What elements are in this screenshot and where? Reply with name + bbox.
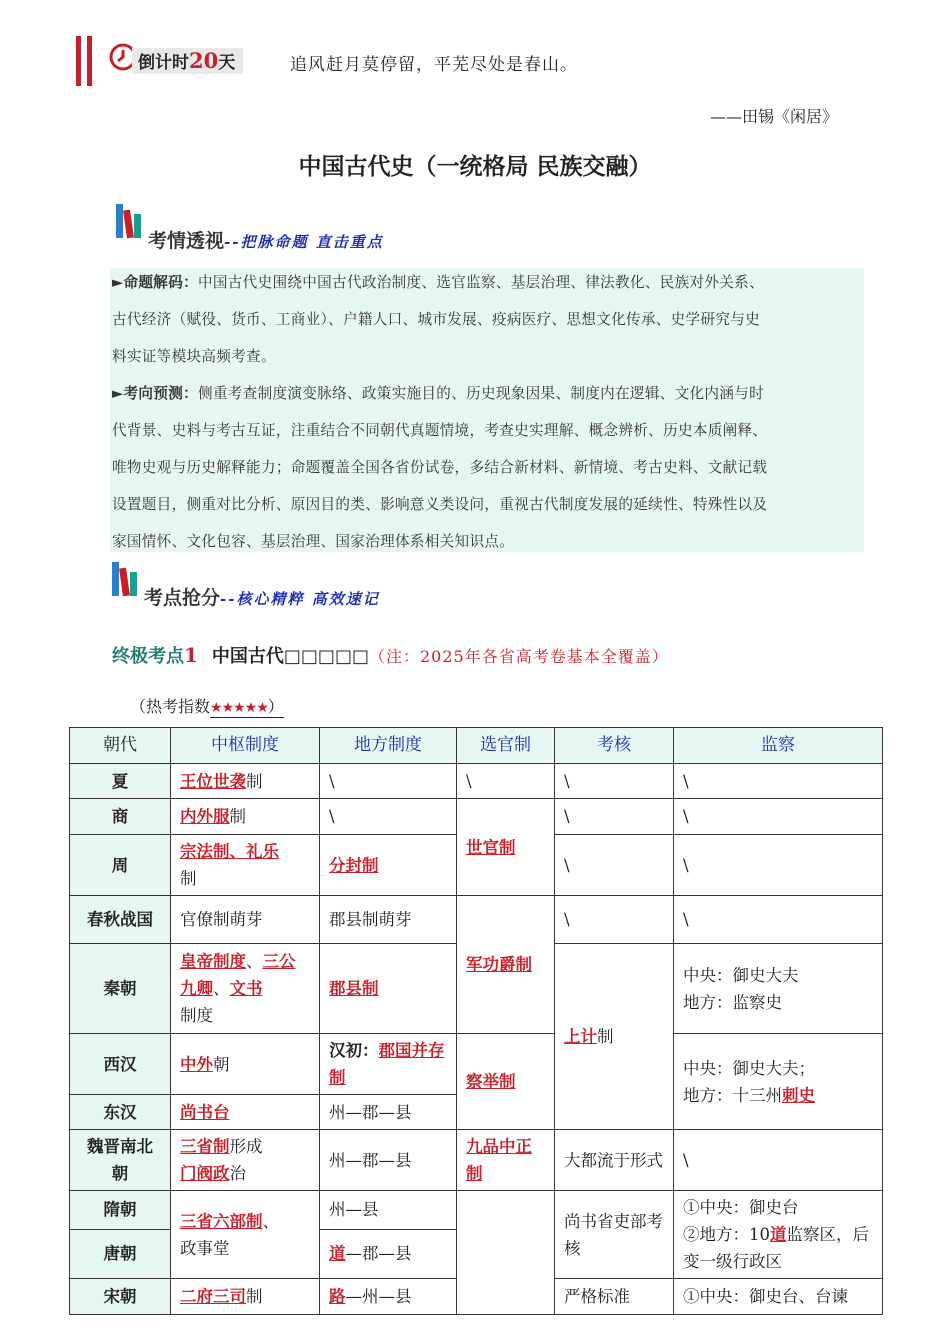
table-cell: 郡县制萌芽 <box>320 896 457 944</box>
table-cell: 秦朝 <box>70 944 171 1034</box>
table-cell: \ <box>555 896 674 944</box>
table-header-cell: 监察 <box>674 728 883 764</box>
books-icon <box>110 562 140 596</box>
table-row <box>70 896 883 944</box>
table-cell: 二府三司制 <box>171 1279 320 1315</box>
table-cell: \ <box>674 799 883 835</box>
table-cell: 三省六部制、 政事堂 <box>171 1191 320 1279</box>
table-cell: 隋朝 <box>70 1191 171 1230</box>
table-cell: \ <box>555 799 674 835</box>
table-cell: 官僚制萌芽 <box>171 896 320 944</box>
table-cell: 王位世袭制 <box>171 764 320 799</box>
table-cell: 尚书台 <box>171 1095 320 1130</box>
table-cell: 大都流于形式 <box>555 1130 674 1191</box>
table-cell: 商 <box>70 799 171 835</box>
table-cell: 州—郡—县 <box>320 1130 457 1191</box>
table-row <box>70 1130 883 1191</box>
table-cell: \ <box>674 835 883 896</box>
table-cell: 宗法制、礼乐 制 <box>171 835 320 896</box>
table-cell: 分封制 <box>320 835 457 896</box>
analysis-para-1: ►命题解码：中国古代史围绕中国古代政治制度、选官监察、基层治理、律法教化、民族对外关系、 古代经济（赋役、货币、工商业）、户籍人口、城市发展、疫病医疗、思想文化传承、史学研究与史 料实证等模块高频考查。 ►考向预测：侧重考查制度演变脉络、政策实施目的、历史现象因果、制度内在逻辑、文化内涵与时 代背景、史料与考古互证，注重结合不同朝代真题情境，考查史实理解、概念辨析、历史本质阐释、 唯物史观与历史解释能力；命题覆盖全国各省份试卷，多结合新材料、新情境、考古史料、文献记载 设置题目，侧重对比分析、原因目的类、影响意义类设问，重视古代制度发展的延续性、特殊性以及 家国情怀、文化包容、基层治理、国家治理体系相关知识点。 <box>112 274 768 550</box>
table-cell: \ <box>674 896 883 944</box>
table-header-row <box>70 728 883 764</box>
table-cell: 汉初：郡国并存制 <box>320 1034 457 1095</box>
table-cell: 皇帝制度、三公九卿、文书 制度 <box>171 944 320 1034</box>
table-header-cell: 选官制 <box>457 728 555 764</box>
table-cell: 三省制形成 门阀政治 <box>171 1130 320 1191</box>
table-cell: 周 <box>70 835 171 896</box>
hot-index: （热考指数★★★★★） <box>130 697 284 716</box>
table-row <box>70 764 883 799</box>
dynasty-table <box>69 727 883 1315</box>
table-cell: 察举制 <box>457 1034 555 1130</box>
table-cell: 宋朝 <box>70 1279 171 1315</box>
page-title: 中国古代史（一统格局 民族交融） <box>298 154 652 180</box>
table-row <box>70 1034 883 1095</box>
table-row <box>70 1191 883 1230</box>
table-cell: 内外服制 <box>171 799 320 835</box>
table-cell: \ <box>674 1130 883 1191</box>
countdown-badge: 倒计时20天 <box>132 48 243 74</box>
table-cell: 上计制 <box>555 944 674 1130</box>
table-cell: 道—郡—县 <box>320 1229 457 1278</box>
table-cell: \ <box>320 799 457 835</box>
motto: 追风赶月莫停留，平芜尽处是春山。 <box>290 55 578 75</box>
table-cell: 唐朝 <box>70 1229 171 1278</box>
table-row <box>70 799 883 835</box>
red-bars-decoration <box>76 36 92 86</box>
table-header-cell: 考核 <box>555 728 674 764</box>
motto-author: ——田锡《闲居》 <box>710 107 839 126</box>
table-cell: 中央：御史大夫 地方：监察史 <box>674 944 883 1034</box>
table-cell: 春秋战国 <box>70 896 171 944</box>
table-cell: 中央：御史大夫； 地方：十三州刺史 <box>674 1034 883 1130</box>
table-cell: \ <box>555 835 674 896</box>
table-cell: 中外朝 <box>171 1034 320 1095</box>
kaodian-title: 终极考点1 中国古代□□□□□（注：2025年各省高考卷基本全覆盖） <box>112 643 669 667</box>
table-cell: \ <box>320 764 457 799</box>
table-cell: 夏 <box>70 764 171 799</box>
table-cell: \ <box>457 764 555 799</box>
section-header-1: 考情透视--把脉命题 直击重点 <box>148 230 384 252</box>
table-header-cell: 地方制度 <box>320 728 457 764</box>
table-cell: 世官制 <box>457 799 555 896</box>
table-header-cell: 朝代 <box>70 728 171 764</box>
table-cell: 尚书省吏部考核 <box>555 1191 674 1279</box>
table-cell <box>457 1191 555 1315</box>
table-cell: 西汉 <box>70 1034 171 1095</box>
table-cell: ①中央：御史台 ②地方：10道监察区，后变一级行政区 <box>674 1191 883 1279</box>
table-cell: ①中央：御史台、台谏 <box>674 1279 883 1315</box>
star-rating: ★★★★★ <box>210 700 268 716</box>
table-cell: 路—州—县 <box>320 1279 457 1315</box>
table-cell: 东汉 <box>70 1095 171 1130</box>
books-icon <box>114 204 144 238</box>
section-header-2: 考点抢分--核心精粹 高效速记 <box>144 587 380 609</box>
table-cell: 州—郡—县 <box>320 1095 457 1130</box>
table-cell: 九品中正制 <box>457 1130 555 1191</box>
table-cell: 严格标准 <box>555 1279 674 1315</box>
table-header-cell: 中枢制度 <box>171 728 320 764</box>
table-cell: \ <box>555 764 674 799</box>
table-cell: 郡县制 <box>320 944 457 1034</box>
table-cell: \ <box>674 764 883 799</box>
table-cell: 军功爵制 <box>457 896 555 1034</box>
table-cell: 魏晋南北朝 <box>70 1130 171 1191</box>
table-cell: 州—县 <box>320 1191 457 1230</box>
